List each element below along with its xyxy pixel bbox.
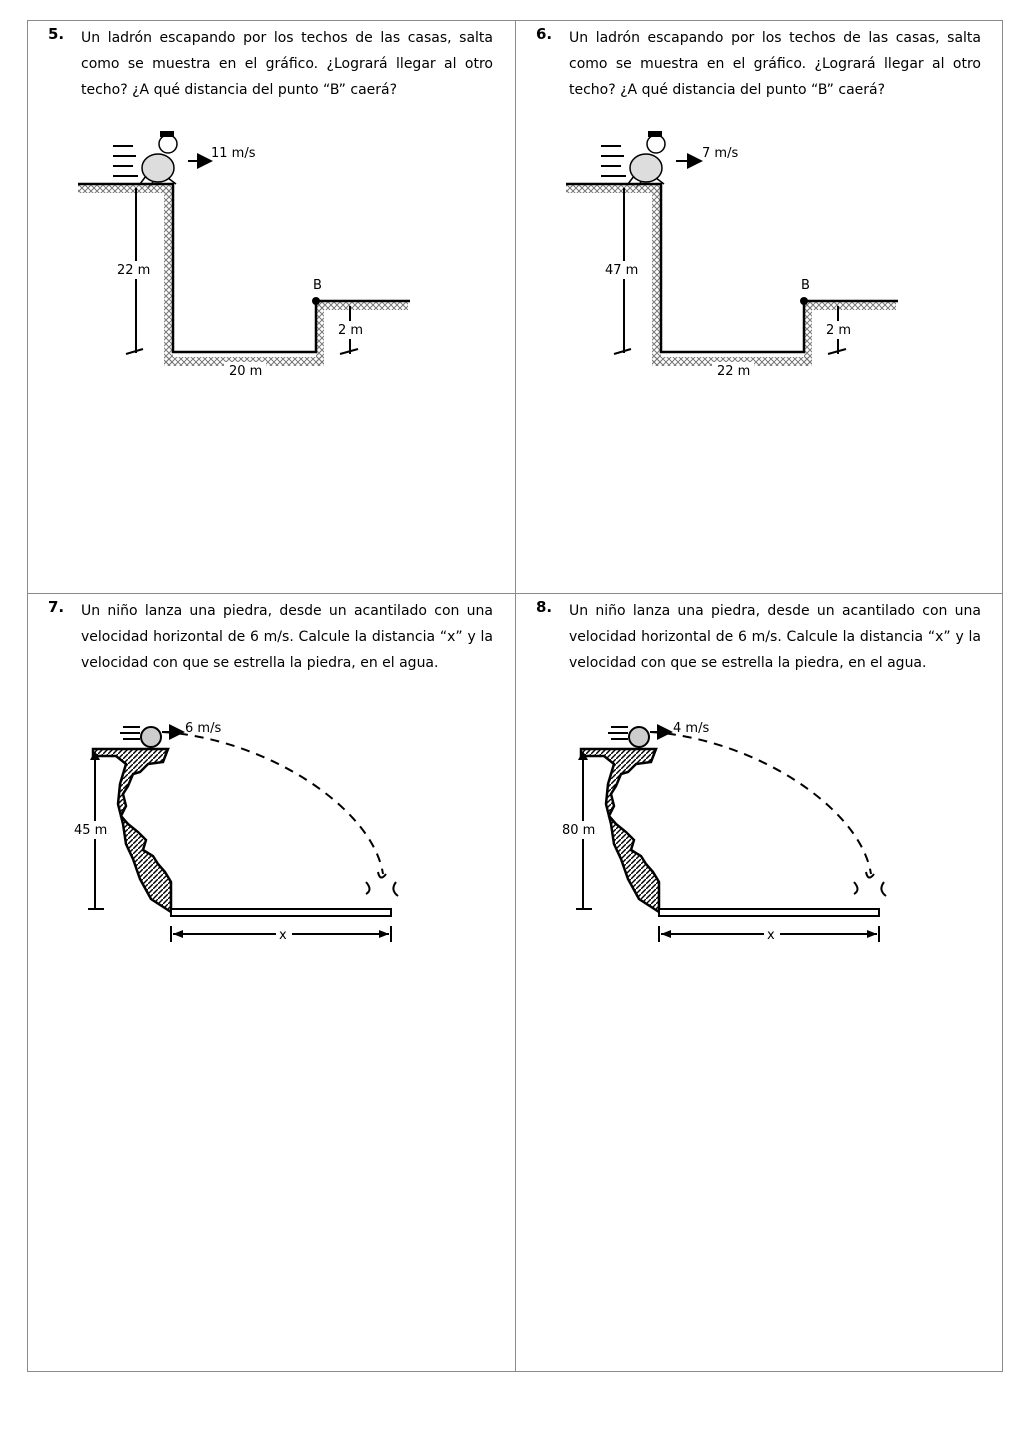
problem-number: 5. — [48, 25, 65, 43]
velocity-label: 6 m/s — [185, 721, 222, 736]
running-thief-icon — [113, 131, 177, 188]
problem-7 — [28, 594, 515, 1372]
cliff-throw-diagram — [516, 694, 1003, 954]
problem-6 — [516, 21, 1003, 593]
stone-ball-icon — [141, 727, 161, 747]
problem-8 — [516, 594, 1003, 1372]
problem-5 — [28, 21, 515, 593]
problem-text: Un ladrón escapando por los techos de las casas, salta como se muestra en el gráfico. ¿Logrará llegar al otro techo? ¿A qué distancia del punto “B” caerá? — [569, 30, 981, 98]
height-label: 80 m — [562, 823, 596, 838]
water-splash-icon — [366, 872, 398, 896]
stone-ball-icon — [629, 727, 649, 747]
running-thief-icon — [601, 131, 665, 188]
worksheet — [27, 20, 1003, 1372]
step-label: 2 m — [826, 323, 852, 338]
step-label: 2 m — [338, 323, 364, 338]
water-splash-icon — [854, 872, 886, 896]
problem-number: 6. — [536, 25, 553, 43]
problem-number: 8. — [536, 598, 553, 616]
rooftop-jump-diagram — [28, 116, 515, 386]
rooftop-jump-diagram — [516, 116, 1003, 386]
cliff-throw-diagram — [28, 694, 515, 954]
problem-text: Un niño lanza una piedra, desde un acantilado con una velocidad horizontal de 6 m/s. Calcule la distancia “x” y la velocidad con que se estrella la piedra, en el agua. — [81, 603, 493, 671]
gap-label: 22 m — [717, 364, 751, 379]
problem-text: Un ladrón escapando por los techos de las casas, salta como se muestra en el gráfico. ¿Logrará llegar al otro techo? ¿A qué distancia del punto “B” caerá? — [81, 30, 493, 98]
distance-label: x — [279, 928, 287, 943]
point-label: B — [313, 278, 322, 293]
velocity-label: 11 m/s — [211, 146, 256, 161]
problem-number: 7. — [48, 598, 65, 616]
velocity-label: 7 m/s — [702, 146, 739, 161]
point-label: B — [801, 278, 810, 293]
distance-label: x — [767, 928, 775, 943]
gap-label: 20 m — [229, 364, 263, 379]
height-label: 45 m — [74, 823, 108, 838]
height-label: 22 m — [117, 263, 151, 278]
height-label: 47 m — [605, 263, 639, 278]
velocity-label: 4 m/s — [673, 721, 710, 736]
problem-text: Un niño lanza una piedra, desde un acantilado con una velocidad horizontal de 6 m/s. Calcule la distancia “x” y la velocidad con que se estrella la piedra, en el agua. — [569, 603, 981, 671]
